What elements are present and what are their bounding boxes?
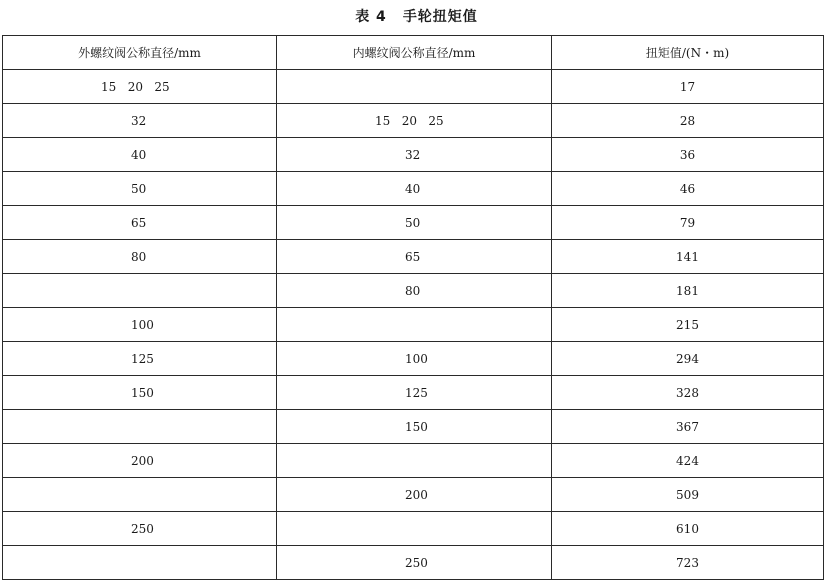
- table-row: [3, 342, 824, 376]
- outer-diameter-cell: [3, 478, 277, 512]
- torque-value-cell: 610: [552, 512, 824, 546]
- table-row: [3, 138, 824, 172]
- inner-diameter-cell: [277, 308, 552, 342]
- outer-diameter-cell: 200: [3, 444, 277, 478]
- inner-diameter-cell: 100: [277, 342, 552, 376]
- outer-diameter-cell: 250: [3, 512, 277, 546]
- outer-diameter-cell: [3, 546, 277, 580]
- torque-value-cell: 509: [552, 478, 824, 512]
- inner-diameter-cell: 65: [277, 240, 552, 274]
- outer-diameter-cell: 65: [3, 206, 277, 240]
- outer-diameter-cell: [3, 274, 277, 308]
- torque-value-cell: 367: [552, 410, 824, 444]
- outer-diameter-cell: 80: [3, 240, 277, 274]
- inner-diameter-cell: [277, 512, 552, 546]
- torque-value-cell: 723: [552, 546, 824, 580]
- table-row: [3, 172, 824, 206]
- torque-table: [2, 35, 824, 580]
- table-row: [3, 546, 824, 580]
- torque-value-cell: 328: [552, 376, 824, 410]
- torque-value-cell: 17: [552, 70, 824, 104]
- table-row: [3, 70, 824, 104]
- table-row: [3, 512, 824, 546]
- outer-diameter-cell: 150: [3, 376, 277, 410]
- table-number: 表 4: [355, 9, 387, 25]
- torque-value-cell: 46: [552, 172, 824, 206]
- table-row: [3, 308, 824, 342]
- header-outer-thread-diameter: 外螺纹阀公称直径/mm: [3, 36, 277, 70]
- torque-value-cell: 79: [552, 206, 824, 240]
- header-inner-thread-diameter: 内螺纹阀公称直径/mm: [277, 36, 552, 70]
- torque-value-cell: 141: [552, 240, 824, 274]
- table-body: [3, 70, 824, 580]
- header-torque-value: 扭矩值/(N・m): [552, 36, 824, 70]
- table-row: [3, 376, 824, 410]
- table-caption: 手轮扭矩值: [402, 9, 478, 25]
- outer-diameter-cell: 125: [3, 342, 277, 376]
- outer-diameter-cell: 50: [3, 172, 277, 206]
- inner-diameter-cell: 50: [277, 206, 552, 240]
- inner-diameter-cell: 200: [277, 478, 552, 512]
- inner-diameter-cell: 250: [277, 546, 552, 580]
- inner-diameter-cell: 125: [277, 376, 552, 410]
- inner-diameter-cell: 40: [277, 172, 552, 206]
- header-row: [3, 36, 824, 70]
- torque-value-cell: 294: [552, 342, 824, 376]
- table-row: [3, 240, 824, 274]
- table-row: [3, 104, 824, 138]
- outer-diameter-cell: [3, 410, 277, 444]
- inner-diameter-cell: 150: [277, 410, 552, 444]
- table-title: [0, 6, 827, 26]
- inner-diameter-cell: 15 20 25: [277, 104, 552, 138]
- torque-value-cell: 181: [552, 274, 824, 308]
- torque-value-cell: 28: [552, 104, 824, 138]
- torque-value-cell: 36: [552, 138, 824, 172]
- inner-diameter-cell: 80: [277, 274, 552, 308]
- table-row: [3, 478, 824, 512]
- inner-diameter-cell: 32: [277, 138, 552, 172]
- outer-diameter-cell: 15 20 25: [3, 70, 277, 104]
- outer-diameter-cell: 100: [3, 308, 277, 342]
- inner-diameter-cell: [277, 444, 552, 478]
- torque-value-cell: 424: [552, 444, 824, 478]
- table-row: [3, 410, 824, 444]
- table-row: [3, 206, 824, 240]
- torque-value-cell: 215: [552, 308, 824, 342]
- inner-diameter-cell: [277, 70, 552, 104]
- outer-diameter-cell: 32: [3, 104, 277, 138]
- table-row: [3, 274, 824, 308]
- outer-diameter-cell: 40: [3, 138, 277, 172]
- table-row: [3, 444, 824, 478]
